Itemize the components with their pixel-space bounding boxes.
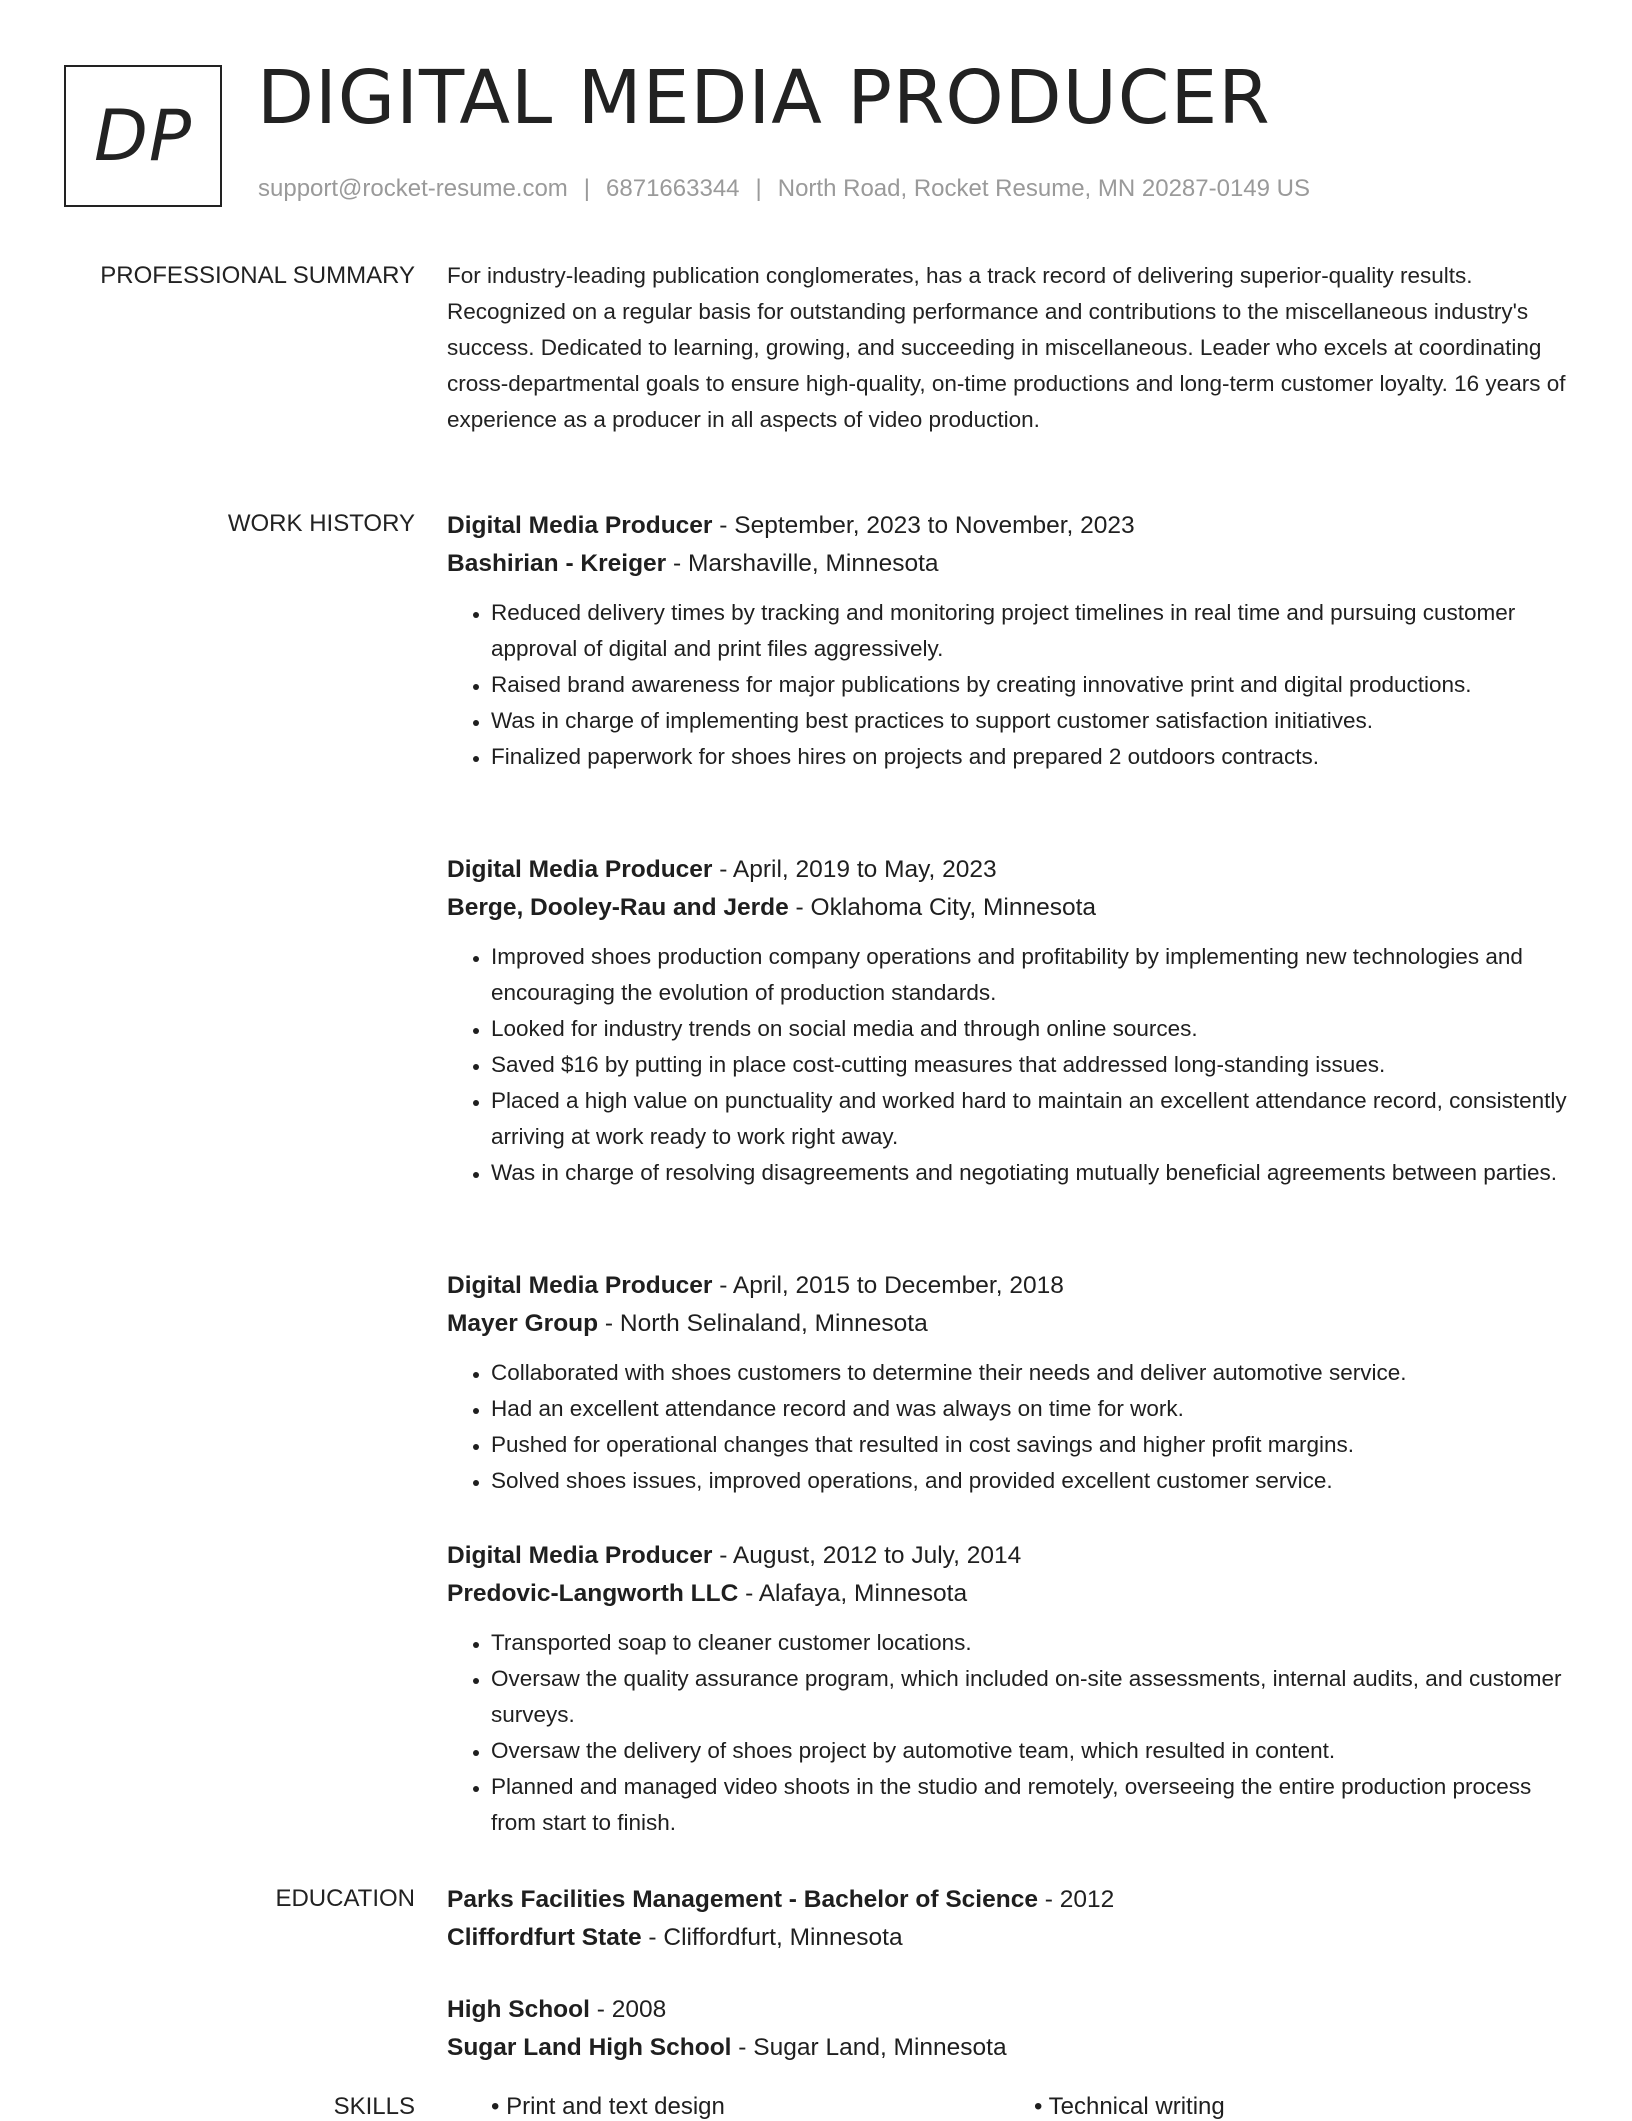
list-item: • Improved shoes production company operations and profitability by implementing new technologies and encouraging the evolution of production standards. [491, 939, 1567, 1011]
address: North Road, Rocket Resume, MN 20287-0149 US [777, 175, 1311, 202]
list-item: • Was in charge of resolving disagreements and negotiating mutually beneficial agreements between parties. [491, 1155, 1567, 1191]
email[interactable]: support@rocket-resume.com [258, 175, 568, 202]
list-item: • Pushed for operational changes that resulted in cost savings and higher profit margins. [491, 1427, 1567, 1463]
job-entry [447, 507, 1567, 775]
separator: | [583, 175, 591, 202]
work-history-heading: WORK HISTORY [227, 510, 415, 537]
job-location: - North Selinaland, Minnesota [598, 1310, 928, 1337]
skill-item: • Technical writing [1034, 2093, 1225, 2120]
list-item: • Looked for industry trends on social media and through online sources. [491, 1011, 1567, 1047]
list-item: • Oversaw the quality assurance program, which included on-site assessments, internal audits, and customer surveys. [491, 1661, 1567, 1733]
page-title: DIGITAL MEDIA PRODUCER [257, 55, 1271, 141]
job-dates: - September, 2023 to November, 2023 [712, 512, 1135, 539]
school: Cliffordfurt State [447, 1924, 642, 1951]
school: Sugar Land High School [447, 2034, 732, 2061]
summary-heading: PROFESSIONAL SUMMARY [100, 262, 415, 289]
job-company: Berge, Dooley-Rau and Jerde [447, 894, 789, 921]
school-location: - Cliffordfurt, Minnesota [641, 1924, 903, 1951]
grad-year: - 2008 [589, 1996, 667, 2023]
degree: High School [447, 1996, 590, 2023]
list-item: • Finalized paperwork for shoes hires on projects and prepared 2 outdoors contracts. [491, 739, 1567, 775]
list-item: • Reduced delivery times by tracking and monitoring project timelines in real time and pursuing customer approval of digital and print files aggressively. [491, 595, 1567, 667]
job-dates: - April, 2015 to December, 2018 [712, 1272, 1064, 1299]
grad-year: - 2012 [1037, 1886, 1115, 1913]
degree: Parks Facilities Management - Bachelor of Science [447, 1886, 1038, 1913]
summary-text: For industry-leading publication conglomerates, has a track record of delivering superior-quality results. Recognized on a regular basis for outstanding performance and contributions to the miscellaneous industry's success. Dedicated to learning, growing, and succeeding in miscellaneous. Leader who excels at coordinating cross-departmental goals to ensure high-quality, on-time productions and long-term customer loyalty. 16 years of experience as a producer in all aspects of video production. [447, 263, 1566, 432]
job-company: Mayer Group [447, 1310, 599, 1337]
list-item: • Had an excellent attendance record and was always on time for work. [491, 1391, 1567, 1427]
separator: | [755, 175, 762, 202]
education-entry [447, 1881, 1567, 1957]
job-bullets [447, 1355, 1567, 1499]
list-item: • Planned and managed video shoots in the studio and remotely, overseeing the entire production process from start to finish. [491, 1769, 1567, 1841]
school-location: - Sugar Land, Minnesota [731, 2034, 1007, 2061]
list-item: • Collaborated with shoes customers to determine their needs and deliver automotive service. [491, 1355, 1567, 1391]
job-location: - Marshaville, Minnesota [666, 550, 939, 577]
job-bullets [447, 1625, 1567, 1841]
list-item: • Was in charge of implementing best practices to support customer satisfaction initiatives. [491, 703, 1567, 739]
job-dates: - April, 2019 to May, 2023 [712, 856, 997, 883]
skills-heading: SKILLS [333, 2093, 415, 2120]
job-entry [447, 1537, 1567, 1841]
job-bullets [447, 939, 1567, 1191]
job-title: Digital Media Producer [447, 1272, 713, 1299]
job-bullets [447, 595, 1567, 775]
education-heading: EDUCATION [275, 1885, 415, 1912]
list-item: • Oversaw the delivery of shoes project by automotive team, which resulted in content. [491, 1733, 1567, 1769]
list-item: • Raised brand awareness for major publications by creating innovative print and digital productions. [491, 667, 1567, 703]
job-entry [447, 851, 1567, 1191]
job-company: Bashirian - Kreiger [447, 550, 667, 577]
list-item: • Transported soap to cleaner customer locations. [491, 1625, 1567, 1661]
job-location: - Alafaya, Minnesota [738, 1580, 968, 1607]
contact-line [258, 175, 1310, 203]
list-item: • Placed a high value on punctuality and worked hard to maintain an excellent attendance record, consistently arriving at work ready to work right away. [491, 1083, 1567, 1155]
job-entry [447, 1267, 1567, 1499]
phone: 6871663344 [606, 175, 740, 202]
job-dates: - August, 2012 to July, 2014 [712, 1542, 1022, 1569]
list-item: • Saved $16 by putting in place cost-cutting measures that addressed long-standing issues. [491, 1047, 1567, 1083]
education-entry [447, 1991, 1567, 2067]
job-title: Digital Media Producer [447, 512, 713, 539]
list-item: • Solved shoes issues, improved operations, and provided excellent customer service. [491, 1463, 1567, 1499]
job-title: Digital Media Producer [447, 1542, 713, 1569]
job-title: Digital Media Producer [447, 856, 713, 883]
monogram: DP [64, 65, 222, 207]
job-location: - Oklahoma City, Minnesota [788, 894, 1097, 921]
job-company: Predovic-Langworth LLC [447, 1580, 739, 1607]
skill-item: • Print and text design [491, 2093, 725, 2120]
